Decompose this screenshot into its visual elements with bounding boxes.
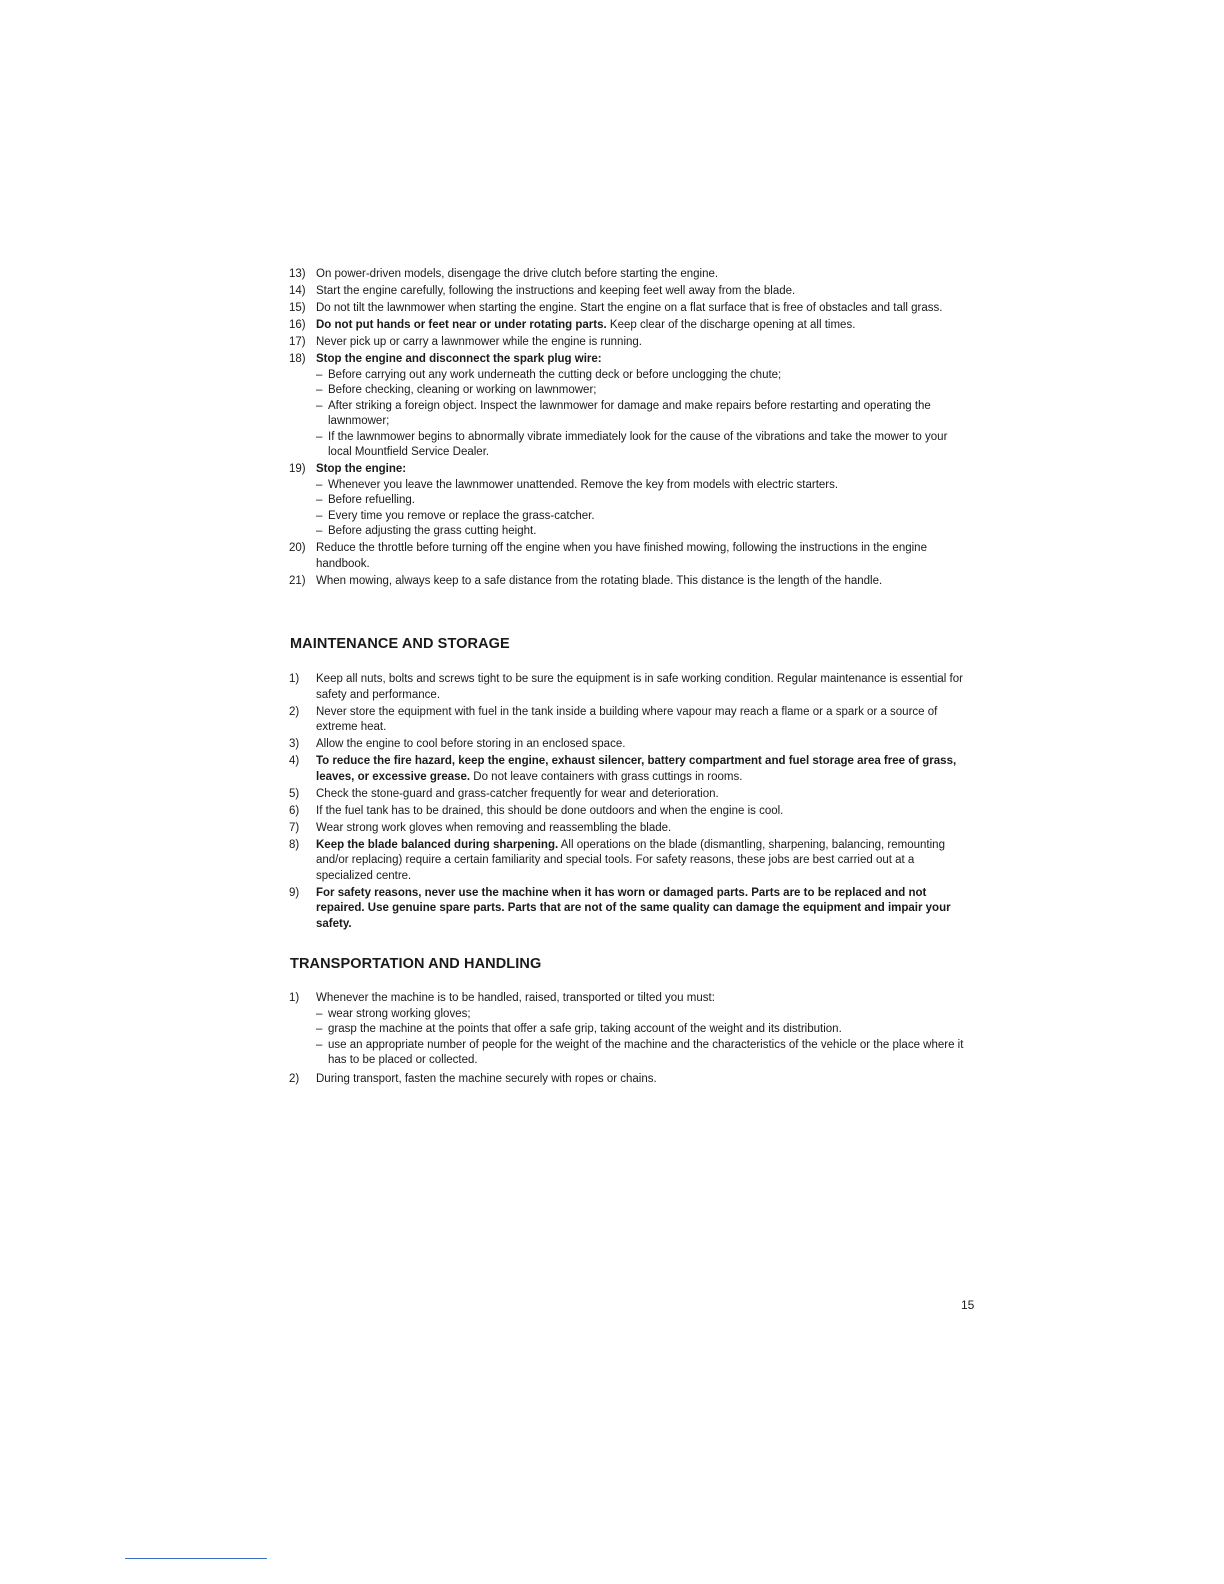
item-number: 7) xyxy=(289,821,300,834)
item-number: 21) xyxy=(289,574,306,587)
sub-item xyxy=(289,509,969,525)
list-item xyxy=(289,301,969,317)
list-item xyxy=(289,705,969,736)
item-text: Never pick up or carry a lawnmower while the engine is running. xyxy=(316,336,642,348)
footer-rule xyxy=(125,1558,267,1559)
list-item xyxy=(289,838,969,885)
maintenance-list xyxy=(289,672,969,934)
item-text: When mowing, always keep to a safe distance from the rotating blade. This distance is the length of the handle. xyxy=(316,574,883,587)
item-number: 2) xyxy=(289,705,300,718)
list-item xyxy=(289,574,969,590)
item-number: 3) xyxy=(289,738,300,750)
list-item xyxy=(289,886,969,933)
item-text: Check the stone-guard and grass-catcher frequently for wear and deterioration. xyxy=(316,787,719,800)
dash-bullet: – xyxy=(316,525,323,537)
list-item xyxy=(289,318,969,334)
dash-bullet: – xyxy=(316,509,323,522)
maintenance-heading: MAINTENANCE AND STORAGE xyxy=(290,636,510,652)
item-bold-text: Stop the engine and disconnect the spark plug wire: xyxy=(316,353,602,365)
dash-bullet: – xyxy=(316,399,323,412)
item-bold-text: To reduce the fire hazard, keep the engine, exhaust silencer, battery compartment and fuel storage area free of grass, leaves, or excessive grease. xyxy=(316,755,957,783)
dash-bullet: – xyxy=(316,494,323,506)
sub-item-text: Whenever you leave the lawnmower unattended. Remove the key from models with electric starters. xyxy=(328,478,839,491)
list-item xyxy=(289,991,969,1007)
sub-item xyxy=(289,368,969,384)
item-number: 20) xyxy=(289,542,306,554)
sub-item-text: If the lawnmower begins to abnormally vibrate immediately look for the cause of the vibrations and take the mower to your local Mountfield Service Dealer. xyxy=(328,430,948,458)
item-text: Keep all nuts, bolts and screws tight to be sure the equipment is in safe working condition. Regular maintenance is essential for safety and performance. xyxy=(316,673,963,701)
item-text: Allow the engine to cool before storing in an enclosed space. xyxy=(316,738,626,750)
item-number: 15) xyxy=(289,302,306,314)
sub-item xyxy=(289,383,969,399)
list-item xyxy=(289,754,969,785)
item-text: Reduce the throttle before turning off the engine when you have finished mowing, following the instructions in the engine handbook. xyxy=(316,542,927,570)
sub-item xyxy=(289,1038,969,1069)
item-number: 6) xyxy=(289,804,300,817)
sub-item-text: Before carrying out any work underneath the cutting deck or before unclogging the chute; xyxy=(328,368,782,381)
item-number: 1) xyxy=(289,673,300,685)
transport-list xyxy=(289,991,969,1089)
dash-bullet: – xyxy=(316,1007,323,1020)
list-item xyxy=(289,352,969,368)
list-item xyxy=(289,787,969,803)
item-number: 17) xyxy=(289,336,306,348)
item-text: On power-driven models, disengage the drive clutch before starting the engine. xyxy=(316,268,719,280)
item-number: 5) xyxy=(289,787,300,800)
sub-item xyxy=(289,493,969,509)
dash-bullet: – xyxy=(316,1023,323,1035)
sub-item-text: After striking a foreign object. Inspect the lawnmower for damage and make repairs before restarting and operating the lawnmower; xyxy=(328,399,931,427)
item-number: 9) xyxy=(289,886,300,899)
list-item xyxy=(289,672,969,703)
list-item xyxy=(289,462,969,478)
item-text: Whenever the machine is to be handled, raised, transported or tilted you must: xyxy=(316,992,715,1004)
sub-item xyxy=(289,430,969,461)
item-bold-text: Keep the blade balanced during sharpening. xyxy=(316,838,559,851)
transport-heading: TRANSPORTATION AND HANDLING xyxy=(290,956,542,972)
sub-item xyxy=(289,1022,969,1038)
item-number: 8) xyxy=(289,838,300,851)
item-number: 16) xyxy=(289,319,306,331)
item-text: All operations on the blade (dismantling, sharpening, balancing, remounting and/or replacing) require a certain familiarity and special tools. For safety reasons, these jobs are best carried out at a specialized centre. xyxy=(316,838,945,882)
sub-item-text: use an appropriate number of people for the weight of the machine and the characteristics of the vehicle or the place where it has to be placed or collected. xyxy=(328,1038,964,1066)
dash-bullet: – xyxy=(316,478,323,491)
item-bold-text: Stop the engine: xyxy=(316,463,407,475)
item-number: 1) xyxy=(289,992,300,1004)
list-item xyxy=(289,737,969,753)
sub-item-text: Before checking, cleaning or working on lawnmower; xyxy=(328,384,597,396)
item-text: During transport, fasten the machine securely with ropes or chains. xyxy=(316,1072,657,1085)
sub-item xyxy=(289,399,969,430)
item-bold-text: For safety reasons, never use the machine when it has worn or damaged parts. Parts are to be replaced and not repaired. Use genuine spare parts. Parts that are not of the same quality can damage the equipment and impair your safety. xyxy=(316,886,951,930)
sub-item-text: grasp the machine at the points that offer a safe grip, taking account of the weight and its distribution. xyxy=(328,1023,842,1035)
sub-item-text: Before adjusting the grass cutting height. xyxy=(328,525,537,537)
list-item xyxy=(289,541,969,572)
item-text: Wear strong work gloves when removing and reassembling the blade. xyxy=(316,821,672,834)
item-text: Start the engine carefully, following the instructions and keeping feet well away from the blade. xyxy=(316,285,796,297)
item-text: Do not tilt the lawnmower when starting the engine. Start the engine on a flat surface that is free of obstacles and tall grass. xyxy=(316,302,943,314)
sub-item-text: Every time you remove or replace the grass-catcher. xyxy=(328,509,595,522)
sub-item-text: wear strong working gloves; xyxy=(328,1007,471,1020)
dash-bullet: – xyxy=(316,368,323,381)
list-item xyxy=(289,821,969,837)
item-bold-text: Do not put hands or feet near or under rotating parts. xyxy=(316,319,607,331)
item-number: 4) xyxy=(289,755,300,767)
dash-bullet: – xyxy=(316,1038,323,1051)
item-text: Keep clear of the discharge opening at all times. xyxy=(606,319,856,331)
item-number: 19) xyxy=(289,463,306,475)
list-item xyxy=(289,284,969,300)
dash-bullet: – xyxy=(316,384,323,396)
item-number: 2) xyxy=(289,1072,300,1085)
item-text: Never store the equipment with fuel in the tank inside a building where vapour may reach a flame or a spark or a source of extreme heat. xyxy=(316,705,938,733)
item-text: If the fuel tank has to be drained, this should be done outdoors and when the engine is cool. xyxy=(316,804,784,817)
list-item xyxy=(289,1072,969,1088)
sub-item xyxy=(289,524,969,540)
list-item xyxy=(289,804,969,820)
sub-item xyxy=(289,478,969,494)
list-item xyxy=(289,267,969,283)
item-number: 13) xyxy=(289,268,306,280)
item-text: Do not leave containers with grass cuttings in rooms. xyxy=(470,770,743,783)
list-item xyxy=(289,335,969,351)
sub-item xyxy=(289,1007,969,1023)
page-number: 15 xyxy=(961,1298,975,1312)
dash-bullet: – xyxy=(316,430,323,443)
safety-rules-list xyxy=(289,267,969,591)
item-number: 14) xyxy=(289,285,306,297)
item-number: 18) xyxy=(289,353,306,365)
sub-item-text: Before refuelling. xyxy=(328,494,415,506)
